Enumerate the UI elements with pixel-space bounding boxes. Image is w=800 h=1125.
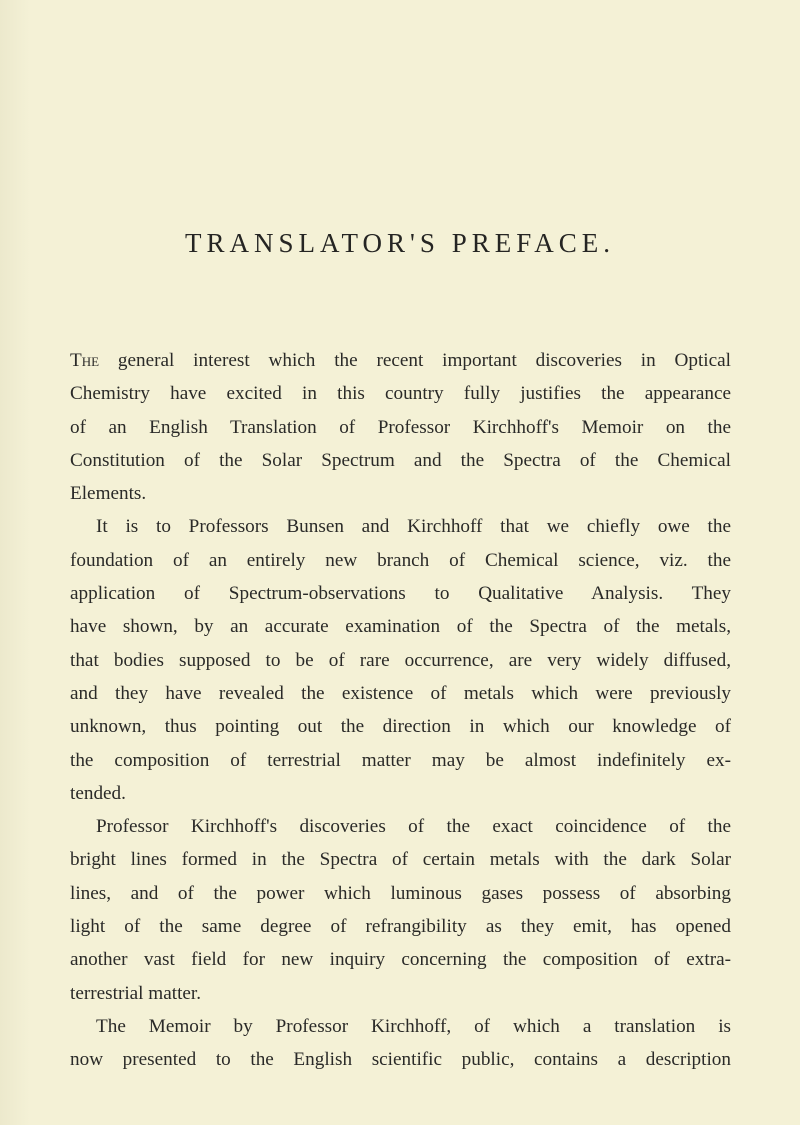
text-line: bright lines formed in the Spectra of certain metals with the dark Solar [70,849,731,871]
text-line: that bodies supposed to be of rare occurrence, are very widely diffused, [70,649,731,671]
text-line: Professor Kirchhoff's discoveries of the exact coincidence of the [96,816,731,838]
paragraph-lead: The [70,350,100,371]
text-line: of an English Translation of Professor Kirchhoff's Memoir on the [70,416,731,438]
preface-body [70,344,731,1077]
text-line: Elements. [70,483,147,505]
text-line: The Memoir by Professor Kirchhoff, of which a translation is [96,1015,731,1037]
text-line: foundation of an entirely new branch of Chemical science, viz. the [70,549,731,571]
text-line: Chemistry have excited in this country fully justifies the appearance [70,383,731,405]
text-line: lines, and of the power which luminous gases possess of absorbing [70,882,731,904]
text-line: Constitution of the Solar Spectrum and the Spectra of the Chemical [70,449,731,471]
text-line: light of the same degree of refrangibility as they emit, has opened [70,916,731,938]
text-line: another vast field for new inquiry concerning the composition of extra- [70,949,731,971]
text-line: application of Spectrum-observations to Qualitative Analysis. They [70,583,731,605]
text-line: It is to Professors Bunsen and Kirchhoff that we chiefly owe the [96,516,731,538]
text-line: and they have revealed the existence of metals which were previously [70,682,731,704]
paragraph-2 [70,510,731,810]
text-line: the composition of terrestrial matter may be almost indefinitely ex- [70,749,731,771]
text-line: have shown, by an accurate examination of the Spectra of the metals, [70,616,731,638]
text-line: tended. [70,782,126,804]
text-line: terrestrial matter. [70,982,202,1004]
text-line: now presented to the English scientific public, contains a description [70,1049,731,1071]
text-line: unknown, thus pointing out the direction in which our knowledge of [70,716,731,738]
paragraph-3 [70,810,731,1010]
text-line: The general interest which the recent important discoveries in Optical [70,350,731,371]
paragraph-1 [70,344,731,510]
paragraph-4 [70,1010,731,1077]
page-title: TRANSLATOR'S PREFACE. [185,228,615,258]
